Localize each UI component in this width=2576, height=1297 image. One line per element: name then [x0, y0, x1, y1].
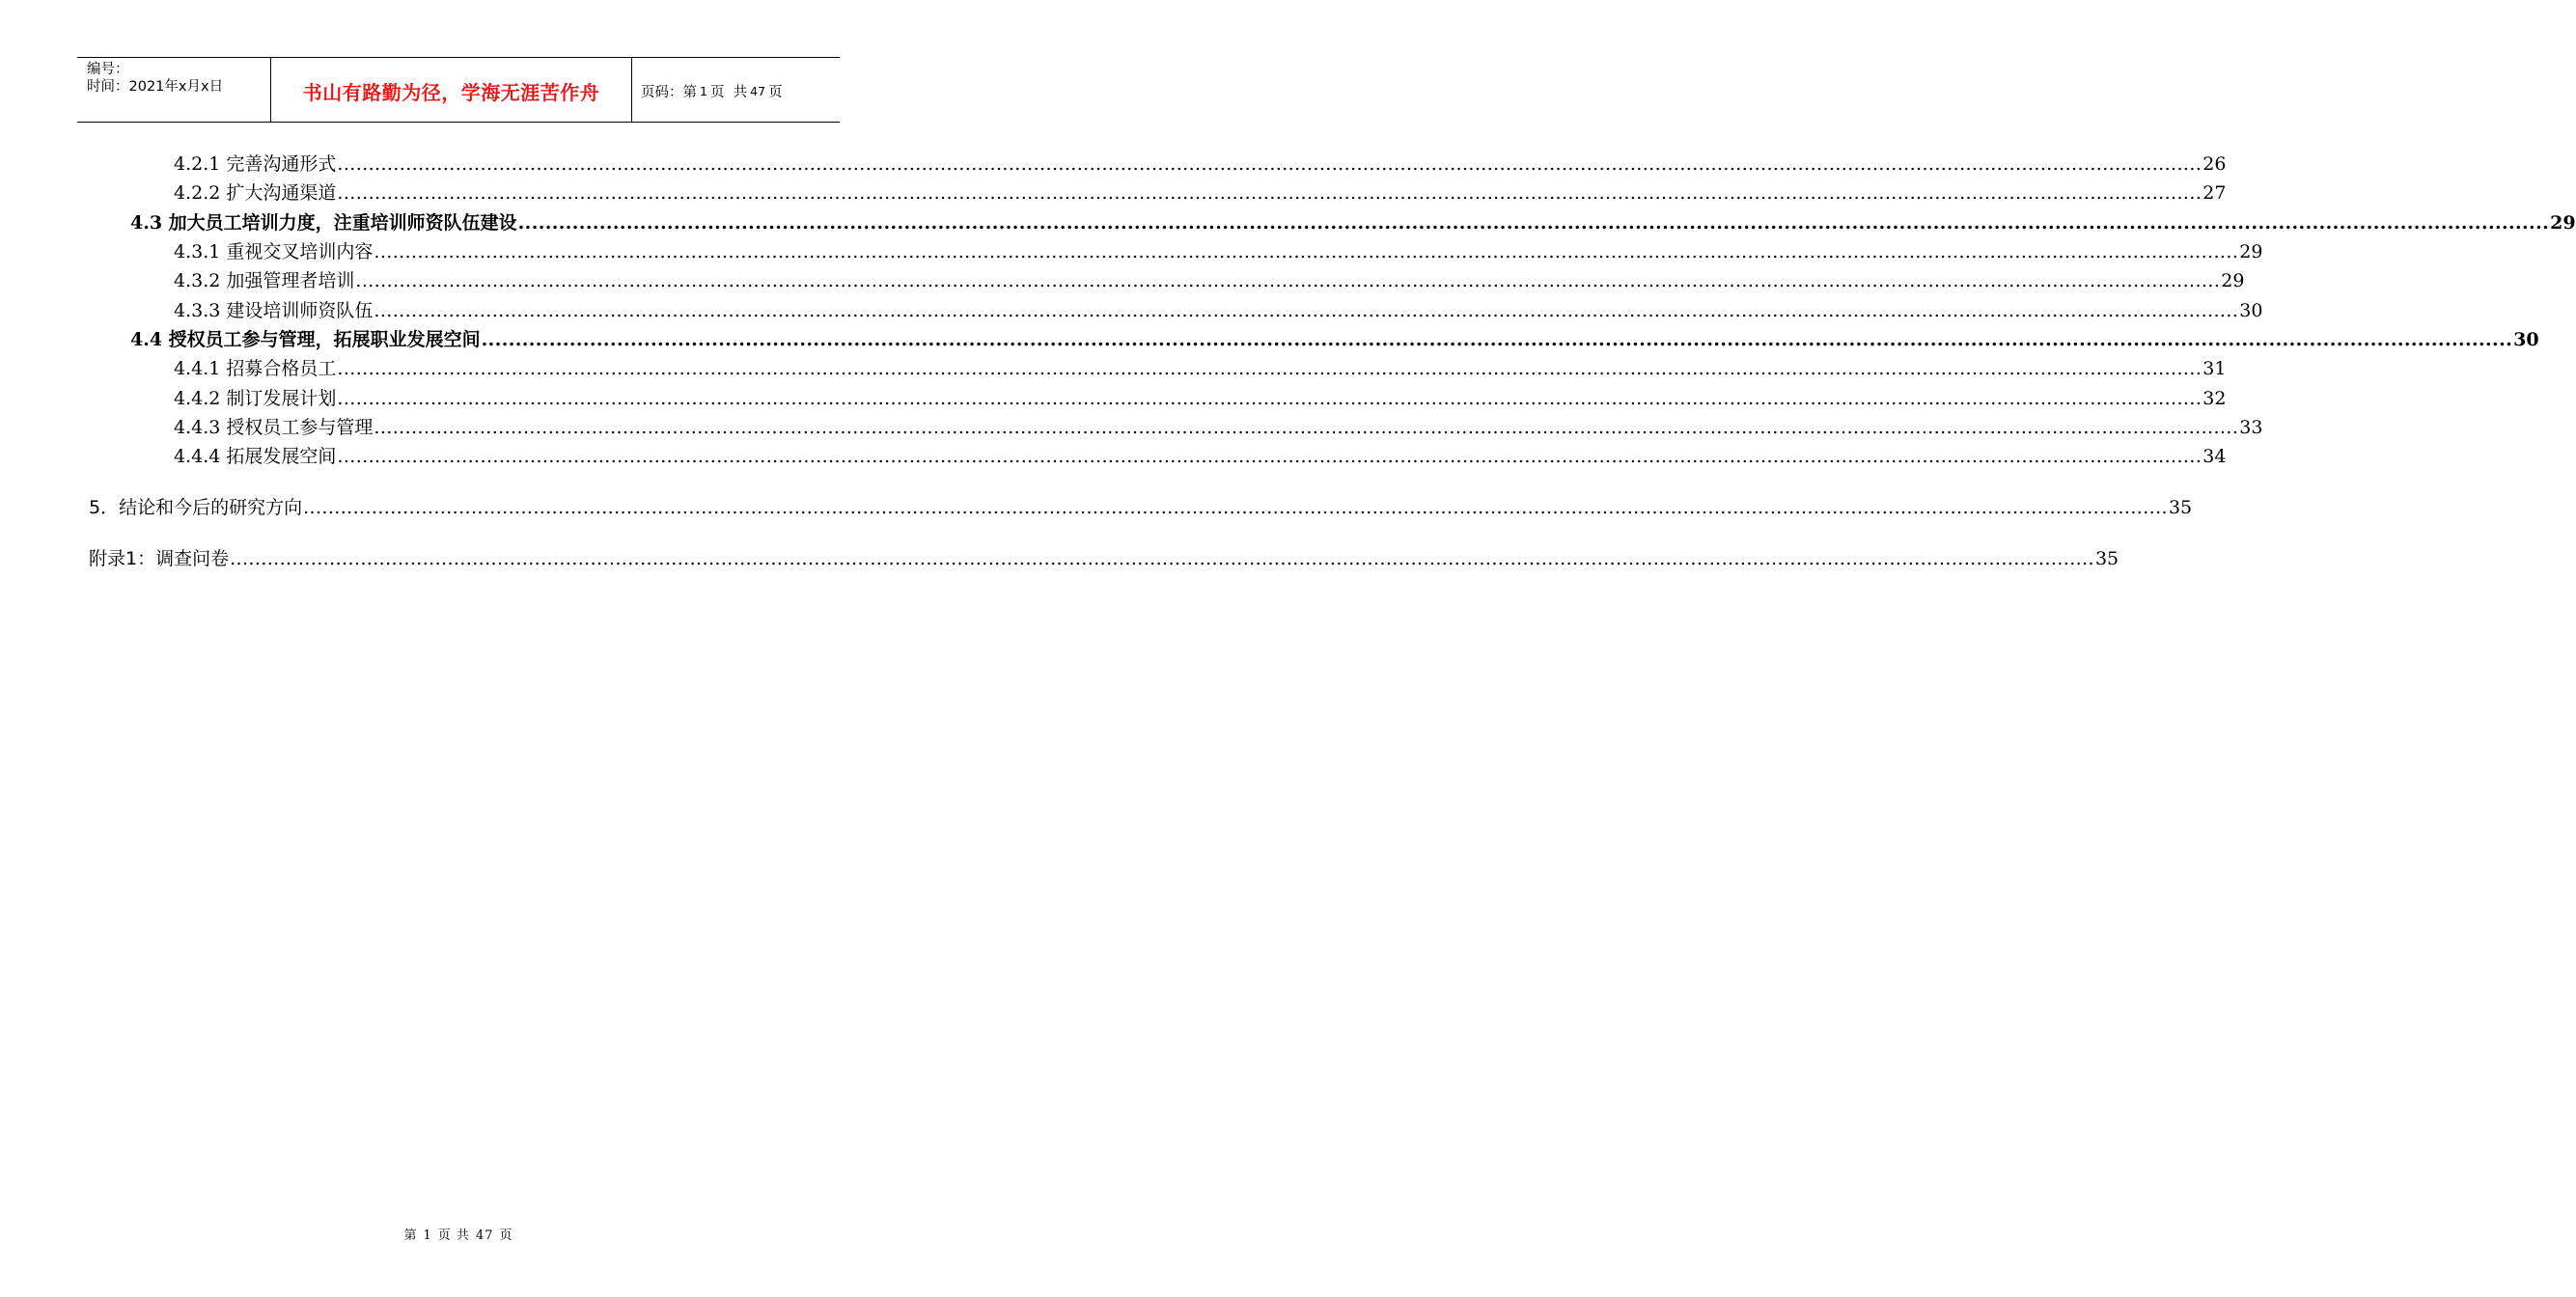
toc-entry-title: 5．结论和今后的研究方向: [89, 497, 303, 518]
toc-entry-title: 4.4.2 制订发展计划: [174, 388, 337, 409]
toc-entry[interactable]: [174, 415, 2263, 440]
toc-entry[interactable]: [174, 298, 2263, 323]
toc-entry-page: 31: [2202, 358, 2227, 379]
toc-entry-title: 4.4.3 授权员工参与管理: [174, 417, 374, 438]
toc-entry-title: 4.3.2 加强管理者培训: [174, 270, 355, 291]
toc-entry[interactable]: [174, 356, 2227, 381]
toc-entry-title: 附录1：调查问卷: [89, 548, 230, 569]
toc-leader-dots: ............................................................................................................................................................................................................................................................................................................: [337, 182, 2202, 204]
header-page-info: [632, 58, 840, 122]
toc-entry-title: 4.3 加大员工培训力度，注重培训师资队伍建设: [130, 212, 517, 234]
toc-leader-dots: ............................................................................................................................................................................................................................................................................................................: [374, 300, 2239, 321]
toc-entry[interactable]: [89, 546, 2119, 571]
toc-entry-page: 35: [2094, 548, 2119, 569]
toc-entry[interactable]: [130, 210, 2576, 235]
toc-entry[interactable]: [174, 268, 2245, 293]
toc-leader-dots: ............................................................................................................................................................................................................................................................................................................: [481, 329, 2513, 350]
toc-entry-page: 26: [2202, 153, 2227, 175]
toc-leader-dots: ............................................................................................................................................................................................................................................................................................................: [337, 153, 2202, 175]
footer-mid: 页 共: [437, 1228, 470, 1243]
page-footer: [0, 1225, 917, 1243]
toc-entry-title: 4.4.1 招募合格员工: [174, 358, 337, 379]
page-current-number: 1: [700, 83, 707, 98]
toc-leader-dots: ............................................................................................................................................................................................................................................................................................................: [337, 358, 2202, 379]
toc-entry[interactable]: [130, 327, 2539, 352]
toc-leader-dots: ............................................................................................................................................................................................................................................................................................................: [337, 388, 2202, 409]
toc-entry-page: 30: [2513, 329, 2539, 350]
toc-leader-dots: ............................................................................................................................................................................................................................................................................................................: [303, 497, 2168, 518]
toc-entry-page: 34: [2202, 446, 2227, 467]
toc-entry[interactable]: [89, 495, 2193, 520]
header-motto: 书山有路勤为径，学海无涯苦作舟: [271, 58, 632, 122]
footer-current-page: 1: [423, 1228, 432, 1243]
document-time-label: 时间：2021年x月x日: [87, 79, 224, 95]
toc-entry-page: 29: [2550, 212, 2576, 234]
toc-leader-dots: ............................................................................................................................................................................................................................................................................................................: [230, 548, 2094, 569]
toc-leader-dots: ............................................................................................................................................................................................................................................................................................................: [374, 241, 2239, 262]
toc-entry-page: 27: [2202, 182, 2227, 204]
footer-total-pages: 47: [475, 1228, 494, 1243]
footer-prefix: 第: [403, 1228, 418, 1243]
page-total-number: 47: [750, 83, 766, 98]
toc-entry[interactable]: [174, 444, 2227, 469]
page-label-suffix: 页: [768, 84, 783, 100]
header-info-cell: [77, 58, 271, 122]
toc-entry[interactable]: [174, 239, 2263, 264]
page-header: [77, 57, 840, 123]
footer-suffix: 页: [499, 1228, 513, 1243]
toc-entry-title: 4.3.3 建设培训师资队伍: [174, 300, 374, 321]
toc-entry[interactable]: [174, 152, 2227, 177]
toc-entry-title: 4.4.4 拓展发展空间: [174, 446, 337, 467]
toc-leader-dots: ............................................................................................................................................................................................................................................................................................................: [374, 417, 2239, 438]
toc-leader-dots: ............................................................................................................................................................................................................................................................................................................: [517, 212, 2550, 234]
toc-leader-dots: ............................................................................................................................................................................................................................................................................................................: [337, 446, 2202, 467]
toc-entry-page: 29: [2239, 241, 2263, 262]
toc-entry-title: 4.3.1 重视交叉培训内容: [174, 241, 374, 262]
toc-entry-title: 4.2.1 完善沟通形式: [174, 153, 337, 175]
page-label-prefix: 页码：第: [641, 84, 697, 100]
toc-entry-page: 29: [2221, 270, 2245, 291]
toc-entry[interactable]: [174, 386, 2227, 411]
toc-entry-page: 30: [2239, 300, 2263, 321]
page-label-mid: 页 共: [709, 84, 748, 100]
toc-entry-page: 33: [2239, 417, 2263, 438]
toc-entry-page: 35: [2168, 497, 2193, 518]
toc-entry-title: 4.2.2 扩大沟通渠道: [174, 182, 337, 204]
toc-entry-page: 32: [2202, 388, 2227, 409]
toc-leader-dots: ............................................................................................................................................................................................................................................................................................................: [355, 270, 2221, 291]
toc-entry-title: 4.4 授权员工参与管理，拓展职业发展空间: [130, 329, 481, 350]
document-number-label: 编号：: [87, 62, 129, 77]
toc-entry[interactable]: [174, 180, 2227, 206]
